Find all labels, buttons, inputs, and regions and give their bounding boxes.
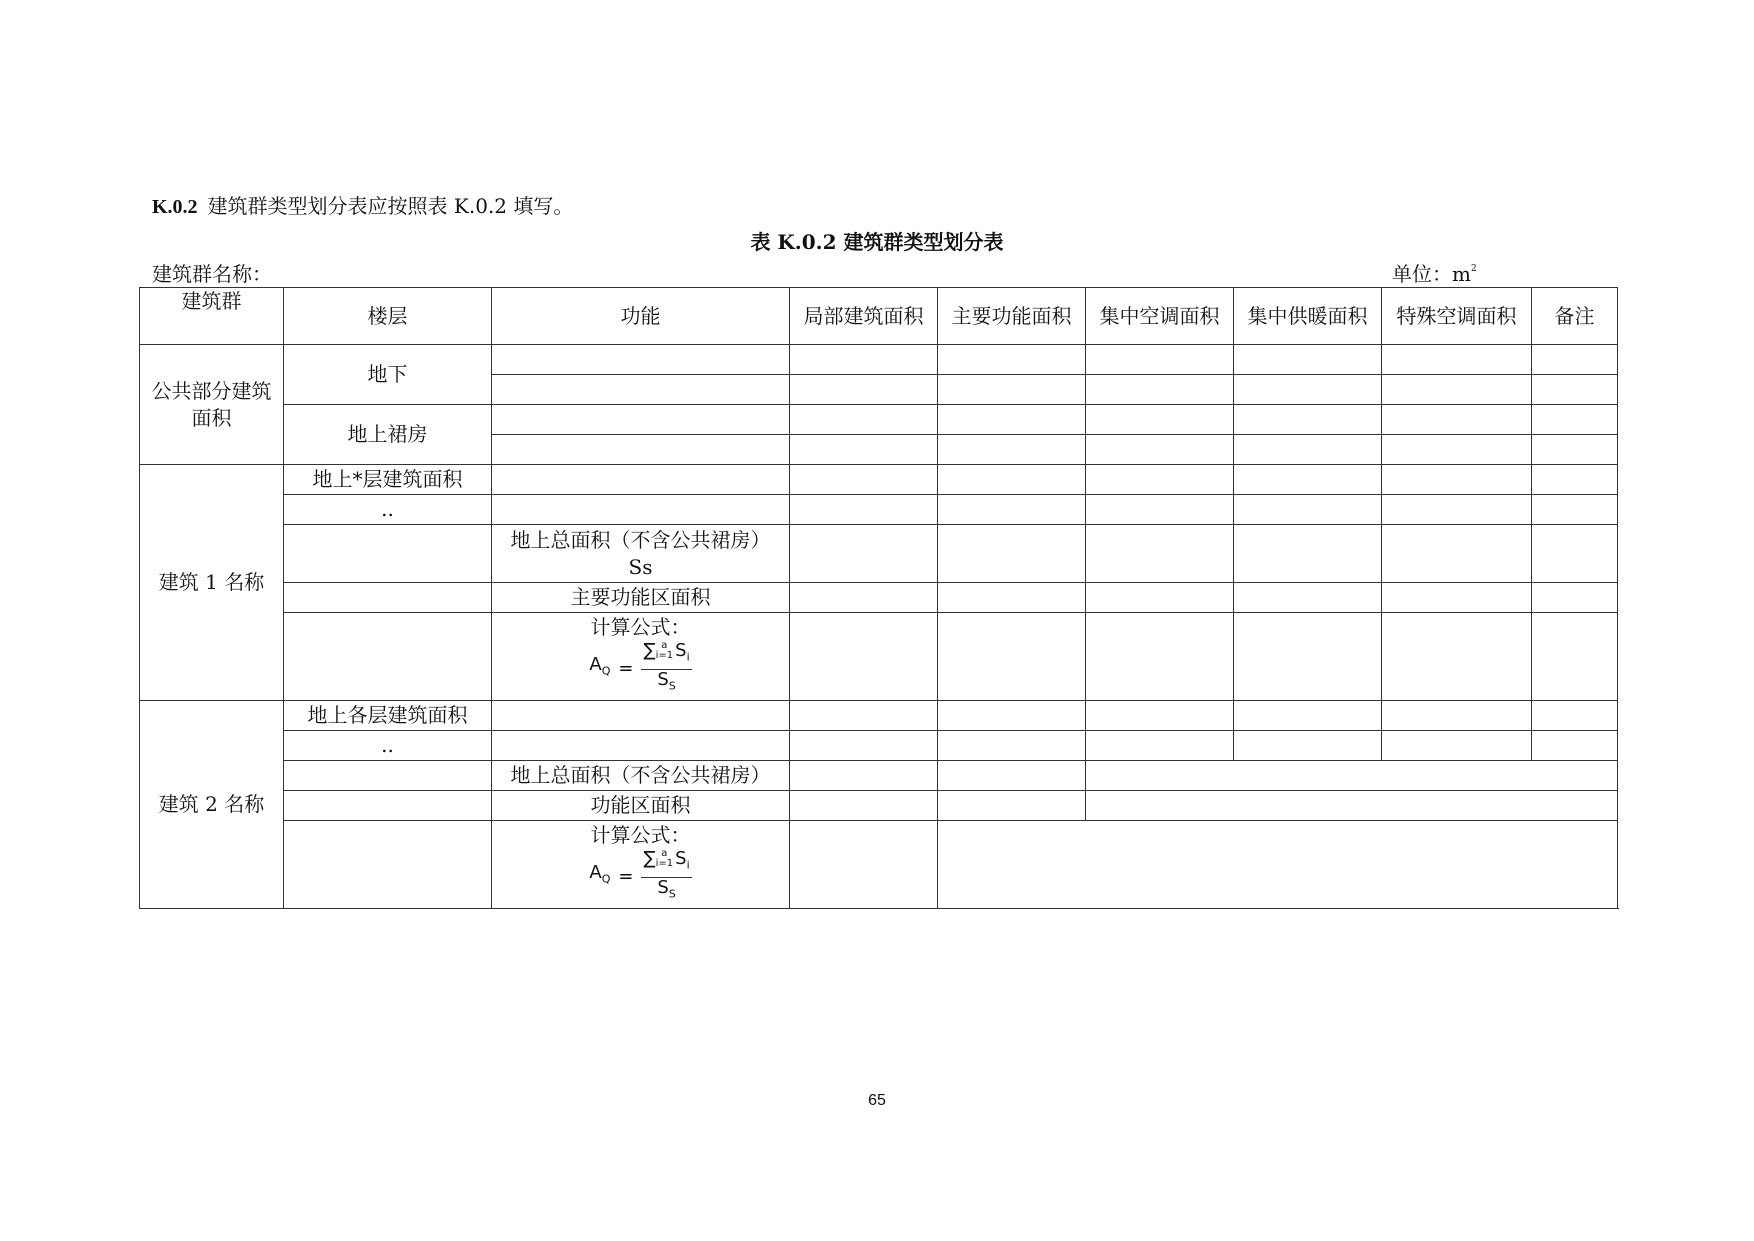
table-cell <box>1086 345 1234 375</box>
table-cell <box>1382 465 1532 495</box>
group-name-label: 建筑群名称： <box>152 262 272 286</box>
table-cell <box>1532 613 1618 701</box>
table-cell <box>1382 583 1532 613</box>
table-cell <box>1532 583 1618 613</box>
building1-dots: .. <box>284 495 492 525</box>
table-cell <box>1234 583 1382 613</box>
building2-dots: .. <box>284 731 492 761</box>
table-cell <box>1086 435 1234 465</box>
table-cell <box>284 821 492 909</box>
classification-table <box>139 287 1618 909</box>
table-cell <box>938 821 1618 909</box>
total-area-symbol: Ss <box>628 554 653 579</box>
table-row <box>140 761 1618 791</box>
table-row <box>140 345 1618 375</box>
building1-floor-area: 地上*层建筑面积 <box>284 465 492 495</box>
table-cell <box>790 791 938 821</box>
header-main-area: 主要功能面积 <box>938 288 1086 345</box>
building2-floor-area: 地上各层建筑面积 <box>284 701 492 731</box>
table-cell <box>284 525 492 583</box>
table-cell <box>492 405 790 435</box>
table-cell <box>1382 495 1532 525</box>
header-floor: 楼层 <box>284 288 492 345</box>
header-group: 建筑群 <box>140 288 284 345</box>
table-caption: 表 K.0.2 建筑群类型划分表 <box>750 230 1004 254</box>
table-cell <box>492 701 790 731</box>
table-row <box>140 701 1618 731</box>
table-cell <box>492 465 790 495</box>
table-row <box>140 405 1618 435</box>
table-cell <box>1086 583 1234 613</box>
table-cell <box>790 525 938 583</box>
table-cell <box>790 731 938 761</box>
table-cell <box>938 375 1086 405</box>
table-cell <box>938 405 1086 435</box>
building1-label: 建筑 1 名称 <box>140 465 284 701</box>
table-cell <box>284 761 492 791</box>
table-cell <box>492 435 790 465</box>
table-cell <box>790 465 938 495</box>
table-cell <box>938 525 1086 583</box>
header-note: 备注 <box>1532 288 1618 345</box>
header-row <box>140 288 1618 345</box>
table-row <box>140 791 1618 821</box>
building2-formula <box>492 821 790 909</box>
unit-label: 单位：$m^2$ <box>1392 262 1477 286</box>
table-row <box>140 495 1618 525</box>
table-cell <box>1234 525 1382 583</box>
table-cell <box>790 345 938 375</box>
table-cell <box>790 761 938 791</box>
table-cell <box>790 821 938 909</box>
table-cell <box>284 613 492 701</box>
table-cell <box>1086 701 1234 731</box>
table-cell <box>1382 613 1532 701</box>
table-cell <box>1234 495 1382 525</box>
table-cell <box>1234 375 1382 405</box>
header-ac-area: 集中空调面积 <box>1086 288 1234 345</box>
table-cell <box>1086 405 1234 435</box>
table-cell <box>790 613 938 701</box>
table-cell <box>492 731 790 761</box>
building1-total-area: 地上总面积（不含公共裙房） Ss <box>492 525 790 583</box>
table-cell <box>1382 701 1532 731</box>
table-cell <box>1532 701 1618 731</box>
header-local-area: 局部建筑面积 <box>790 288 938 345</box>
table-row <box>140 731 1618 761</box>
table-cell <box>1382 345 1532 375</box>
table-cell <box>790 435 938 465</box>
table-cell <box>938 583 1086 613</box>
table-cell <box>1532 345 1618 375</box>
table-cell <box>1234 701 1382 731</box>
table-cell <box>492 495 790 525</box>
table-cell <box>1382 731 1532 761</box>
formula-label: 计算公式： <box>590 823 691 848</box>
building2-label: 建筑 2 名称 <box>140 701 284 909</box>
table-cell <box>938 791 1086 821</box>
table-cell <box>1234 465 1382 495</box>
table-cell <box>492 345 790 375</box>
table-cell <box>1382 525 1532 583</box>
underground-label: 地下 <box>284 345 492 405</box>
table-cell <box>790 701 938 731</box>
building1-main-area: 主要功能区面积 <box>492 583 790 613</box>
table-row <box>140 613 1618 701</box>
table-cell <box>938 345 1086 375</box>
table-cell <box>1086 465 1234 495</box>
table-cell <box>938 435 1086 465</box>
table-cell <box>1086 495 1234 525</box>
table-cell <box>492 375 790 405</box>
table-cell <box>1086 375 1234 405</box>
table-cell <box>1532 731 1618 761</box>
table-cell <box>790 375 938 405</box>
formula-equation: $A_Q$ = ∑ a i=1 $S_i$ $S_S$ <box>589 640 690 693</box>
formula-equation: $A_Q$ = ∑ a i=1 $S_i$ $S_S$ <box>589 848 690 901</box>
table-cell <box>1532 465 1618 495</box>
table-cell <box>1234 435 1382 465</box>
table-cell <box>938 495 1086 525</box>
table-cell <box>938 761 1086 791</box>
table-cell <box>938 465 1086 495</box>
formula-label: 计算公式： <box>590 615 691 640</box>
table-cell <box>1234 405 1382 435</box>
building1-formula <box>492 613 790 701</box>
table-cell <box>1086 791 1618 821</box>
table-cell <box>1532 435 1618 465</box>
table-cell <box>1234 345 1382 375</box>
table-cell <box>938 613 1086 701</box>
table-row <box>140 525 1618 583</box>
table-row <box>140 465 1618 495</box>
building2-func-area: 功能区面积 <box>492 791 790 821</box>
table-cell <box>1532 525 1618 583</box>
table-row <box>140 821 1618 909</box>
table-cell <box>1382 435 1532 465</box>
table-cell <box>1532 375 1618 405</box>
table-cell <box>284 583 492 613</box>
clause-text: 建筑群类型划分表应按照表 K.0.2 填写。 <box>207 194 574 218</box>
table-cell <box>938 701 1086 731</box>
table-cell <box>1234 731 1382 761</box>
podium-label: 地上裙房 <box>284 405 492 465</box>
table-cell <box>1086 613 1234 701</box>
table-cell <box>284 791 492 821</box>
table-cell <box>1382 405 1532 435</box>
table-cell <box>1532 405 1618 435</box>
table-cell <box>1382 375 1532 405</box>
table-cell <box>1086 525 1234 583</box>
table-cell <box>790 495 938 525</box>
table-cell <box>1086 731 1234 761</box>
table-cell <box>790 583 938 613</box>
building2-total-area: 地上总面积（不含公共裙房） <box>492 761 790 791</box>
table-cell <box>1234 613 1382 701</box>
header-special-ac-area: 特殊空调面积 <box>1382 288 1532 345</box>
table-cell <box>1086 761 1618 791</box>
page-number: 65 <box>868 1092 886 1109</box>
table-row <box>140 583 1618 613</box>
public-area-label: 公共部分建筑面积 <box>140 345 284 465</box>
table-cell <box>938 731 1086 761</box>
clause-number: K.0.2 <box>152 196 198 218</box>
table-cell <box>1532 495 1618 525</box>
header-function: 功能 <box>492 288 790 345</box>
intro-paragraph <box>152 193 573 220</box>
header-heating-area: 集中供暖面积 <box>1234 288 1382 345</box>
table-cell <box>790 405 938 435</box>
